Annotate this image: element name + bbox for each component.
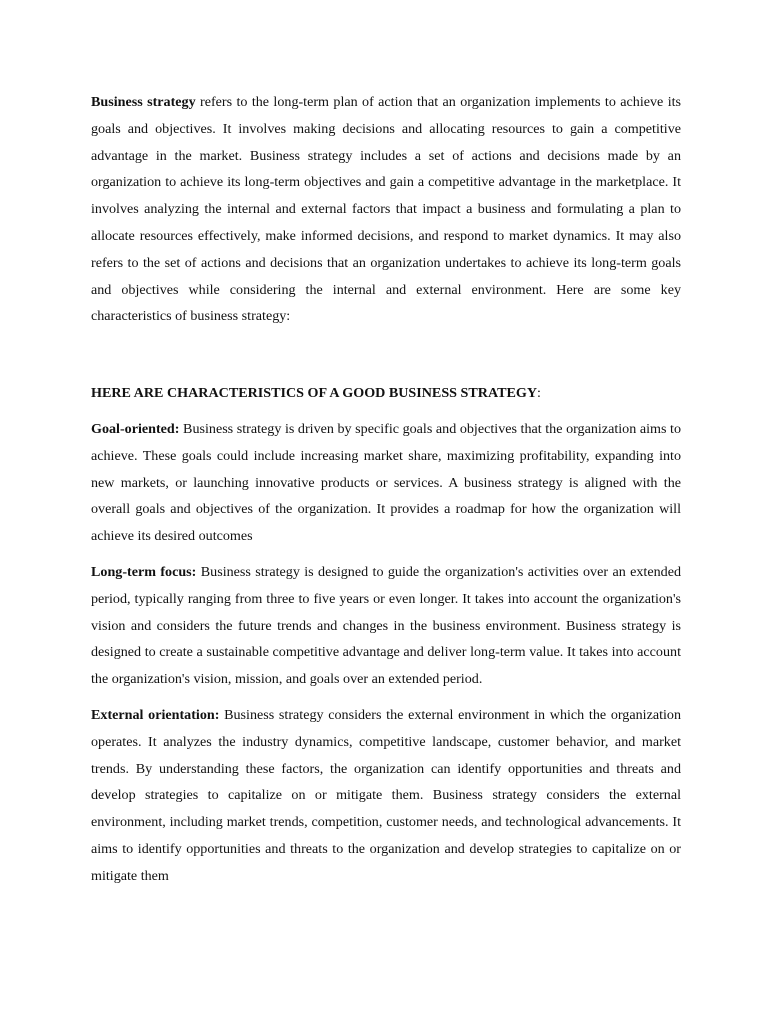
- intro-paragraph: [91, 89, 681, 330]
- section-heading: [91, 380, 681, 407]
- goal-oriented-paragraph: [91, 416, 681, 550]
- external-orientation-text: Business strategy considers the external environment in which the organization operates. It analyzes the industry dynamics, competitive landscape, customer behavior, and market trends. By understanding these factors, the organization can identify opportunities and threats and develop strategies to capitalize on or mitigate them. Business strategy considers the external environment, including market trends, competition, customer needs, and technological advancements. It aims to identify opportunities and threats to the organization and develop strategies to capitalize on or mitigate them: [91, 706, 682, 884]
- external-orientation-title: External orientation:: [91, 706, 220, 723]
- intro-text: refers to the long-term plan of action that an organization implements to achieve its goals and objectives. It involves making decisions and allocating resources to gain a competitive advantage in the market. Business strategy includes a set of actions and decisions made by an organization to achieve its long-term objectives and gain a competitive advantage in the marketplace. It involves analyzing the internal and external factors that impact a business and formulating a plan to allocate resources effectively, make informed decisions, and respond to market dynamics. It may also refers to the set of actions and decisions that an organization undertakes to achieve its long-term goals and objectives while considering the internal and external environment. Here are some key characteristics of business strategy:: [91, 94, 682, 325]
- goal-oriented-text: Business strategy is driven by specific goals and objectives that the organization aims to achieve. These goals could include increasing market share, maximizing profitability, expanding into new markets, or launching innovative products or services. A business strategy is aligned with the overall goals and objectives of the organization. It provides a roadmap for how the organization will achieve its desired outcomes: [91, 420, 681, 545]
- long-term-focus-paragraph: [91, 559, 681, 693]
- goal-oriented-title: Goal-oriented:: [91, 420, 180, 437]
- long-term-focus-title: Long-term focus:: [91, 563, 197, 580]
- external-orientation-paragraph: [91, 702, 681, 890]
- section-heading-text: HERE ARE CHARACTERISTICS OF A GOOD BUSINESS STRATEGY: [91, 385, 538, 402]
- long-term-focus-text: Business strategy is designed to guide the organization's activities over an extended period, typically ranging from three to five years or even longer. It takes into account the organization's vision and considers the future trends and changes in the business environment. Business strategy is designed to create a sustainable competitive advantage and deliver long-term value. It takes into account the organization's vision, mission, and goals over an extended period.: [91, 563, 681, 688]
- intro-lead-term: Business strategy: [91, 94, 196, 110]
- section-heading-colon: :: [537, 385, 541, 402]
- document-page: [91, 89, 681, 899]
